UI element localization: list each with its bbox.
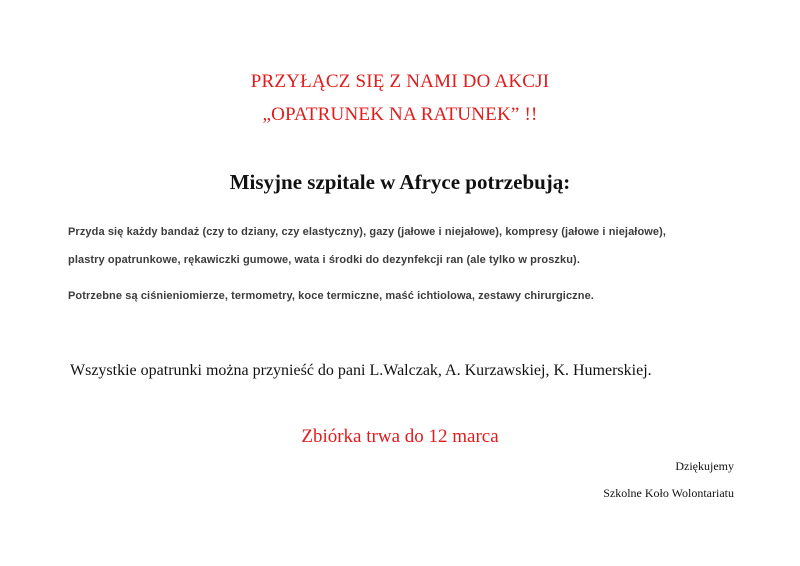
signature: Szkolne Koło Wolontariatu xyxy=(603,486,734,500)
dropoff-info: Wszystkie opatrunki można przynieść do pani L.Walczak, A. Kurzawskiej, K. Humerskiej. xyxy=(70,362,652,379)
heading-line-1: PRZYŁĄCZ SIĘ Z NAMI DO AKCJI xyxy=(250,71,550,92)
deadline: Zbiórka trwa do 12 marca xyxy=(301,426,499,447)
thanks-text: Dziękujemy xyxy=(675,459,734,473)
needs-line-1: Przyda się każdy bandaż (czy to dziany, czy elastyczny), gazy (jałowe i niejałowe), kompresy (jałowe i niejałowe), xyxy=(68,226,667,238)
needs-line-2: plastry opatrunkowe, rękawiczki gumowe, wata i środki do dezynfekcji ran (ale tylko w proszku). xyxy=(68,254,580,266)
heading-line-2: „OPATRUNEK NA RATUNEK” !! xyxy=(262,104,538,125)
needs-line-3: Potrzebne są ciśnieniomierze, termometry, koce termiczne, maść ichtiolowa, zestawy chirurgiczne. xyxy=(68,290,594,302)
subtitle: Misyjne szpitale w Afryce potrzebują: xyxy=(229,170,571,194)
